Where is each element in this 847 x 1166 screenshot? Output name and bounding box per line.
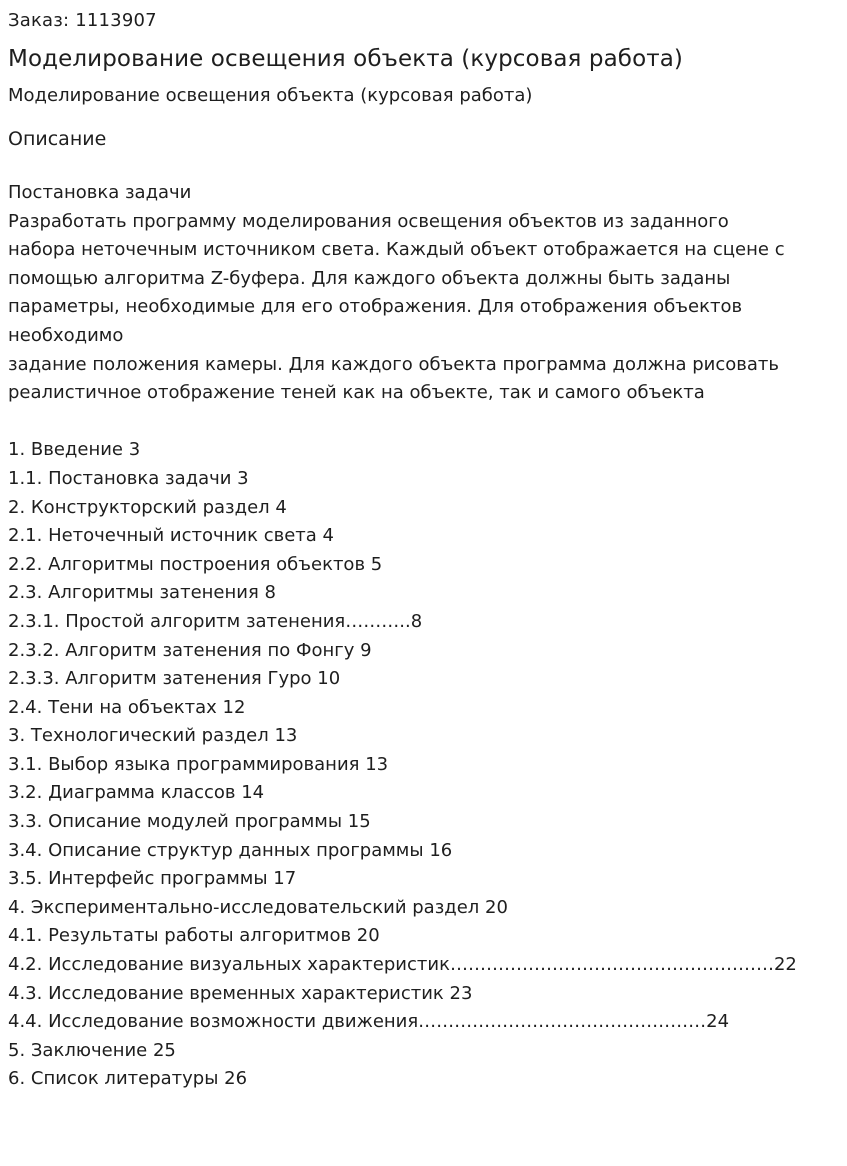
task-line: реалистичное отображение теней как на объекте, так и самого объекта xyxy=(8,382,705,404)
toc-item: 3.1. Выбор языка программирования 13 xyxy=(8,753,389,775)
toc-item: 4.4. Исследование возможности движения…………………………………………24 xyxy=(8,1011,730,1033)
toc-item: 1.1. Постановка задачи 3 xyxy=(8,467,249,489)
task-line: Разработать программу моделирования освещения объектов из заданного xyxy=(8,210,729,232)
toc-item: 1. Введение 3 xyxy=(8,439,141,461)
toc-item: 2.1. Неточечный источник света 4 xyxy=(8,525,334,547)
order-number: Заказ: 1113907 xyxy=(8,10,157,31)
task-line: помощью алгоритма Z-буфера. Для каждого объекта должны быть заданы xyxy=(8,267,731,289)
toc-item: 2.3.1. Простой алгоритм затенения………..8 xyxy=(8,610,423,632)
table-of-contents xyxy=(8,436,839,1094)
task-line: параметры, необходимые для его отображения. Для отображения объектов xyxy=(8,296,743,318)
toc-item: 2.2. Алгоритмы построения объектов 5 xyxy=(8,553,383,575)
toc-item: 2.3.2. Алгоритм затенения по Фонгу 9 xyxy=(8,639,372,661)
task-line: задание положения камеры. Для каждого объекта программа должна рисовать xyxy=(8,353,779,375)
toc-item: 3.2. Диаграмма классов 14 xyxy=(8,782,265,804)
page-subtitle: Моделирование освещения объекта (курсовая работа) xyxy=(8,85,533,106)
toc-item: 3.3. Описание модулей программы 15 xyxy=(8,811,371,833)
description-body xyxy=(8,179,839,1094)
toc-item: 3.5. Интерфейс программы 17 xyxy=(8,868,297,890)
toc-item: 4.3. Исследование временных характеристик 23 xyxy=(8,982,473,1004)
toc-item: 2. Конструкторский раздел 4 xyxy=(8,496,287,518)
blank-line xyxy=(8,408,839,437)
toc-item: 2.3. Алгоритмы затенения 8 xyxy=(8,582,276,604)
page-title: Моделирование освещения объекта (курсовая работа) xyxy=(8,46,684,72)
toc-item: 3. Технологический раздел 13 xyxy=(8,725,298,747)
toc-item: 4. Экспериментально-исследовательский раздел 20 xyxy=(8,896,508,918)
toc-item: 5. Заключение 25 xyxy=(8,1039,176,1061)
task-line: набора неточечным источником света. Каждый объект отображается на сцене с xyxy=(8,239,785,261)
toc-item: 4.2. Исследование визуальных характеристик………………………………………………22 xyxy=(8,954,797,976)
task-heading: Постановка задачи xyxy=(8,182,192,203)
description-heading: Описание xyxy=(8,128,107,150)
toc-item: 4.1. Результаты работы алгоритмов 20 xyxy=(8,925,380,947)
toc-item: 3.4. Описание структур данных программы 16 xyxy=(8,839,453,861)
toc-item: 6. Список литературы 26 xyxy=(8,1068,248,1090)
toc-item: 2.3.3. Алгоритм затенения Гуро 10 xyxy=(8,668,341,690)
task-line: необходимо xyxy=(8,324,124,346)
toc-item: 2.4. Тени на объектах 12 xyxy=(8,696,246,718)
